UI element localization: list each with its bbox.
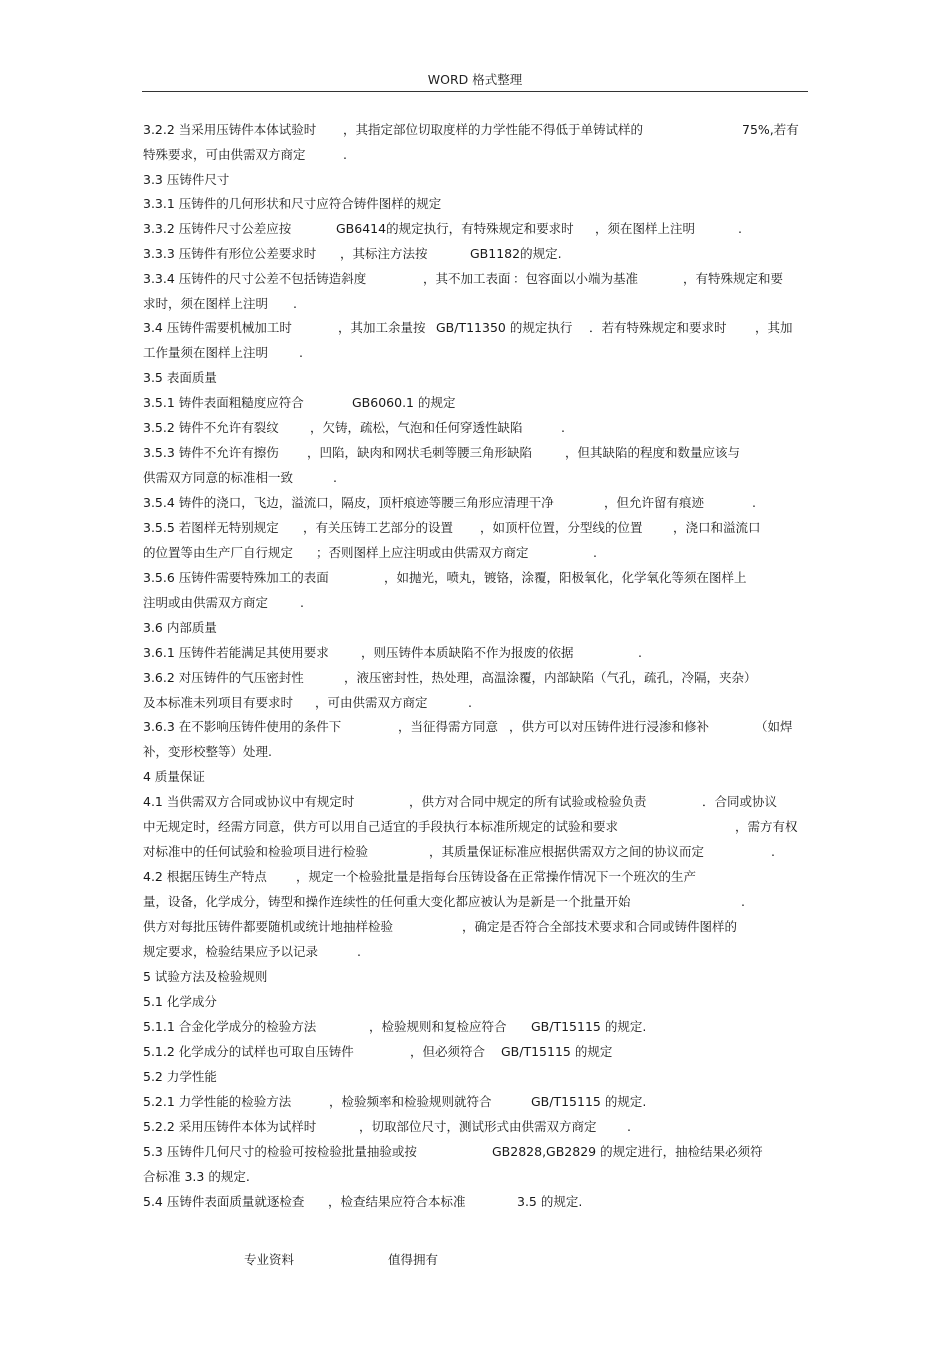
text-segment: 及本标准未列项目有要求时	[143, 695, 294, 710]
text-segment: ．合同或协议	[702, 794, 778, 809]
text-segment: 3.5.4 铸件的浇口，飞边，溢流口，隔皮，顶杆痕迹等腰三角形应清理干净	[143, 495, 554, 510]
text-segment: 3.6.2 对压铸件的气压密封性	[143, 670, 304, 685]
text-segment: 对标准中的任何试验和检验项目进行检验	[143, 844, 369, 859]
text-segment: 4.1 当供需双方合同或协议中有规定时	[143, 794, 355, 809]
text-line	[143, 967, 808, 987]
text-line	[143, 543, 808, 563]
text-segment: .	[738, 221, 742, 236]
text-segment: 5.1.1 合金化学成分的检验方法	[143, 1019, 317, 1034]
text-segment: ：包容面以小端为基准	[513, 271, 639, 286]
text-segment: ，有关压铸工艺部分的设置	[303, 520, 454, 535]
text-segment: （如焊	[755, 719, 793, 734]
text-segment: ，但必须符合	[410, 1044, 486, 1059]
text-segment: .	[300, 595, 304, 610]
text-segment: .	[593, 545, 597, 560]
text-segment: 4 质量保证	[143, 769, 205, 784]
text-line	[143, 170, 808, 190]
text-segment: GB/T11350 的规定执行	[436, 320, 573, 335]
text-segment: ，检验频率和检验规则就符合	[329, 1094, 492, 1109]
text-segment: 3.3.4 压铸件的尺寸公差不包括铸造斜度	[143, 271, 367, 286]
text-segment: .	[299, 345, 303, 360]
text-segment: 3.4 压铸件需要机械加工时	[143, 320, 292, 335]
text-segment: 3.3.1 压铸件的几何形状和尺寸应符合铸件图样的规定	[143, 196, 442, 211]
text-line	[143, 518, 808, 538]
text-line	[143, 717, 808, 737]
text-line	[143, 1092, 808, 1112]
text-segment: 的位置等由生产厂自行规定	[143, 545, 294, 560]
text-segment: ，其指定部位切取度样的力学性能不得低于单铸试样的	[343, 122, 644, 137]
text-line	[143, 368, 808, 388]
text-line	[143, 343, 808, 363]
text-segment: GB/T15115 的规定.	[531, 1019, 647, 1034]
text-segment: .	[468, 695, 472, 710]
text-segment: ，切取部位尺寸，测试形式由供需双方商定	[359, 1119, 597, 1134]
text-line	[143, 1117, 808, 1137]
text-segment: 3.5 表面质量	[143, 370, 217, 385]
text-segment: ，但其缺陷的程度和数量应该与	[565, 445, 741, 460]
text-segment: 补，变形校整等）处理.	[143, 744, 272, 759]
text-line	[143, 244, 808, 264]
text-segment: ，供方可以对压铸件进行浸渗和修补	[509, 719, 710, 734]
text-segment: ，凹陷，缺肉和网状毛刺等腰三角形缺陷	[307, 445, 533, 460]
text-segment: 5.2.2 采用压铸件本体为试样时	[143, 1119, 317, 1134]
text-segment: 供方对每批压铸件都要随机或统计地抽样检验	[143, 919, 394, 934]
text-segment: ，浇口和溢流口	[673, 520, 761, 535]
text-line	[143, 742, 808, 762]
text-line	[143, 269, 808, 289]
text-segment: .	[333, 470, 337, 485]
text-segment: ；否则图样上应注明或由供需双方商定	[316, 545, 529, 560]
text-segment: 5.1.2 化学成分的试样也可取自压铸件	[143, 1044, 354, 1059]
text-segment: ，其加工余量按	[338, 320, 426, 335]
text-segment: .	[771, 844, 775, 859]
text-segment: 量，设备，化学成分，铸型和操作连续性的任何重大变化都应被认为是新是一个批量开始	[143, 894, 631, 909]
text-line	[143, 792, 808, 812]
text-line	[143, 294, 808, 314]
text-line	[143, 942, 808, 962]
text-segment: .	[293, 296, 297, 311]
text-line	[143, 1167, 808, 1187]
text-segment: ，可由供需双方商定	[315, 695, 428, 710]
text-line	[143, 867, 808, 887]
text-segment: .	[741, 894, 745, 909]
text-segment: 规定要求，检验结果应予以记录	[143, 944, 319, 959]
text-segment: 3.3.3 压铸件有形位公差要求时	[143, 246, 317, 261]
text-line	[143, 1067, 808, 1087]
text-segment: .	[357, 944, 361, 959]
text-segment: ，液压密封性，热处理，高温涂覆，内部缺陷（气孔，疏孔，冷隔，夹杂）	[344, 670, 757, 685]
text-segment: .	[638, 645, 642, 660]
text-segment: 3.5.6 压铸件需要特殊加工的表面	[143, 570, 329, 585]
text-line	[143, 767, 808, 787]
text-segment: 3.5.5 若图样无特别规定	[143, 520, 279, 535]
text-line	[143, 443, 808, 463]
text-segment: GB6414的规定执行，有特殊规定和要求时	[336, 221, 574, 236]
text-segment: 求时，须在图样上注明	[143, 296, 269, 311]
text-segment: ，其质量保证标准应根据供需双方之间的协议而定	[429, 844, 705, 859]
text-segment: ，其不加工表面	[423, 271, 511, 286]
text-segment: GB2828,GB2829 的规定进行，抽检结果必须符	[492, 1144, 763, 1159]
text-line	[143, 593, 808, 613]
text-segment: 3.3.2 压铸件尺寸公差应按	[143, 221, 292, 236]
text-segment: 供需双方同意的标准相一致	[143, 470, 294, 485]
text-segment: ，当征得需方同意	[398, 719, 499, 734]
text-line	[143, 917, 808, 937]
text-segment: ，供方对合同中规定的所有试验或检验负责	[409, 794, 647, 809]
text-segment: 5.1 化学成分	[143, 994, 217, 1009]
text-segment: ，但允许留有痕迹	[604, 495, 705, 510]
text-segment: 5 试验方法及检验规则	[143, 969, 268, 984]
text-segment: GB/T15115 的规定	[501, 1044, 613, 1059]
text-line	[143, 1142, 808, 1162]
text-line	[143, 1042, 808, 1062]
text-segment: .	[561, 420, 565, 435]
text-segment: ，如顶杆位置，分型线的位置	[480, 520, 643, 535]
text-line	[143, 1192, 808, 1212]
text-line	[143, 668, 808, 688]
text-line	[143, 568, 808, 588]
text-segment: ，确定是否符合全部技术要求和合同或铸件图样的	[462, 919, 738, 934]
text-line	[143, 418, 808, 438]
text-line	[143, 318, 808, 338]
text-line	[143, 194, 808, 214]
text-segment: 中无规定时，经需方同意，供方可以用自己适宜的手段执行本标准所规定的试验和要求	[143, 819, 619, 834]
text-segment: 5.4 压铸件表面质量就逐检查	[143, 1194, 305, 1209]
text-segment: 3.2.2 当采用压铸件本体试验时	[143, 122, 317, 137]
text-segment: 5.2.1 力学性能的检验方法	[143, 1094, 292, 1109]
text-segment: 特殊要求，可由供需双方商定	[143, 147, 306, 162]
text-line	[143, 892, 808, 912]
footer-left-text: 专业资料	[244, 1252, 295, 1267]
text-line	[143, 643, 808, 663]
text-segment: 3.5.3 铸件不允许有擦伤	[143, 445, 279, 460]
text-segment: ，其加	[755, 320, 793, 335]
text-segment: .	[752, 495, 756, 510]
text-segment: 5.2 力学性能	[143, 1069, 217, 1084]
text-segment: GB6060.1 的规定	[352, 395, 456, 410]
text-segment: 5.3 压铸件几何尺寸的检验可按检验批量抽验或按	[143, 1144, 417, 1159]
text-segment: GB/T15115 的规定.	[531, 1094, 647, 1109]
footer-right-text: 值得拥有	[388, 1252, 439, 1267]
text-line	[143, 219, 808, 239]
text-line	[143, 1017, 808, 1037]
text-segment: ，检查结果应符合本标准	[328, 1194, 466, 1209]
text-segment: GB1182的规定.	[470, 246, 562, 261]
text-segment: ，需方有权	[735, 819, 798, 834]
text-line	[143, 120, 808, 140]
text-line	[143, 468, 808, 488]
text-line	[143, 618, 808, 638]
text-line	[143, 493, 808, 513]
text-segment: .	[627, 1119, 631, 1134]
text-line	[143, 693, 808, 713]
text-segment: 3.6.3 在不影响压铸件使用的条件下	[143, 719, 342, 734]
text-segment: ，须在图样上注明	[595, 221, 696, 236]
text-segment: 注明或由供需双方商定	[143, 595, 269, 610]
text-line	[143, 842, 808, 862]
text-segment: ，规定一个检验批量是指每台压铸设备在正常操作情况下一个班次的生产	[296, 869, 697, 884]
text-segment: 3.6 内部质量	[143, 620, 217, 635]
text-segment: .	[343, 147, 347, 162]
text-segment: 合标准 3.3 的规定.	[143, 1169, 250, 1184]
text-segment: 3.5.1 铸件表面粗糙度应符合	[143, 395, 304, 410]
text-line	[143, 817, 808, 837]
text-segment: ，如抛光，喷丸，镀铬，涂覆，阳极氧化，化学氧化等须在图样上	[384, 570, 747, 585]
text-segment: 3.6.1 压铸件若能满足其使用要求	[143, 645, 329, 660]
text-segment: ，欠铸，疏松，气泡和任何穿透性缺陷	[310, 420, 523, 435]
text-segment: 3.5.2 铸件不允许有裂纹	[143, 420, 279, 435]
text-segment: 75%,若有	[742, 122, 799, 137]
page-header-title: WORD 格式整理	[427, 72, 523, 87]
text-segment: ，检验规则和复检应符合	[369, 1019, 507, 1034]
text-line	[143, 393, 808, 413]
text-segment: 3.3 压铸件尺寸	[143, 172, 230, 187]
text-segment: 4.2 根据压铸生产特点	[143, 869, 267, 884]
text-segment: 3.5 的规定.	[517, 1194, 583, 1209]
text-line	[143, 145, 808, 165]
text-segment: ，则压铸件本质缺陷不作为报废的依据	[361, 645, 574, 660]
text-segment: ，有特殊规定和要	[683, 271, 784, 286]
text-line	[143, 992, 808, 1012]
text-segment: ．若有特殊规定和要求时	[589, 320, 727, 335]
text-segment: ，其标注方法按	[340, 246, 428, 261]
text-segment: 工作量须在图样上注明	[143, 345, 269, 360]
